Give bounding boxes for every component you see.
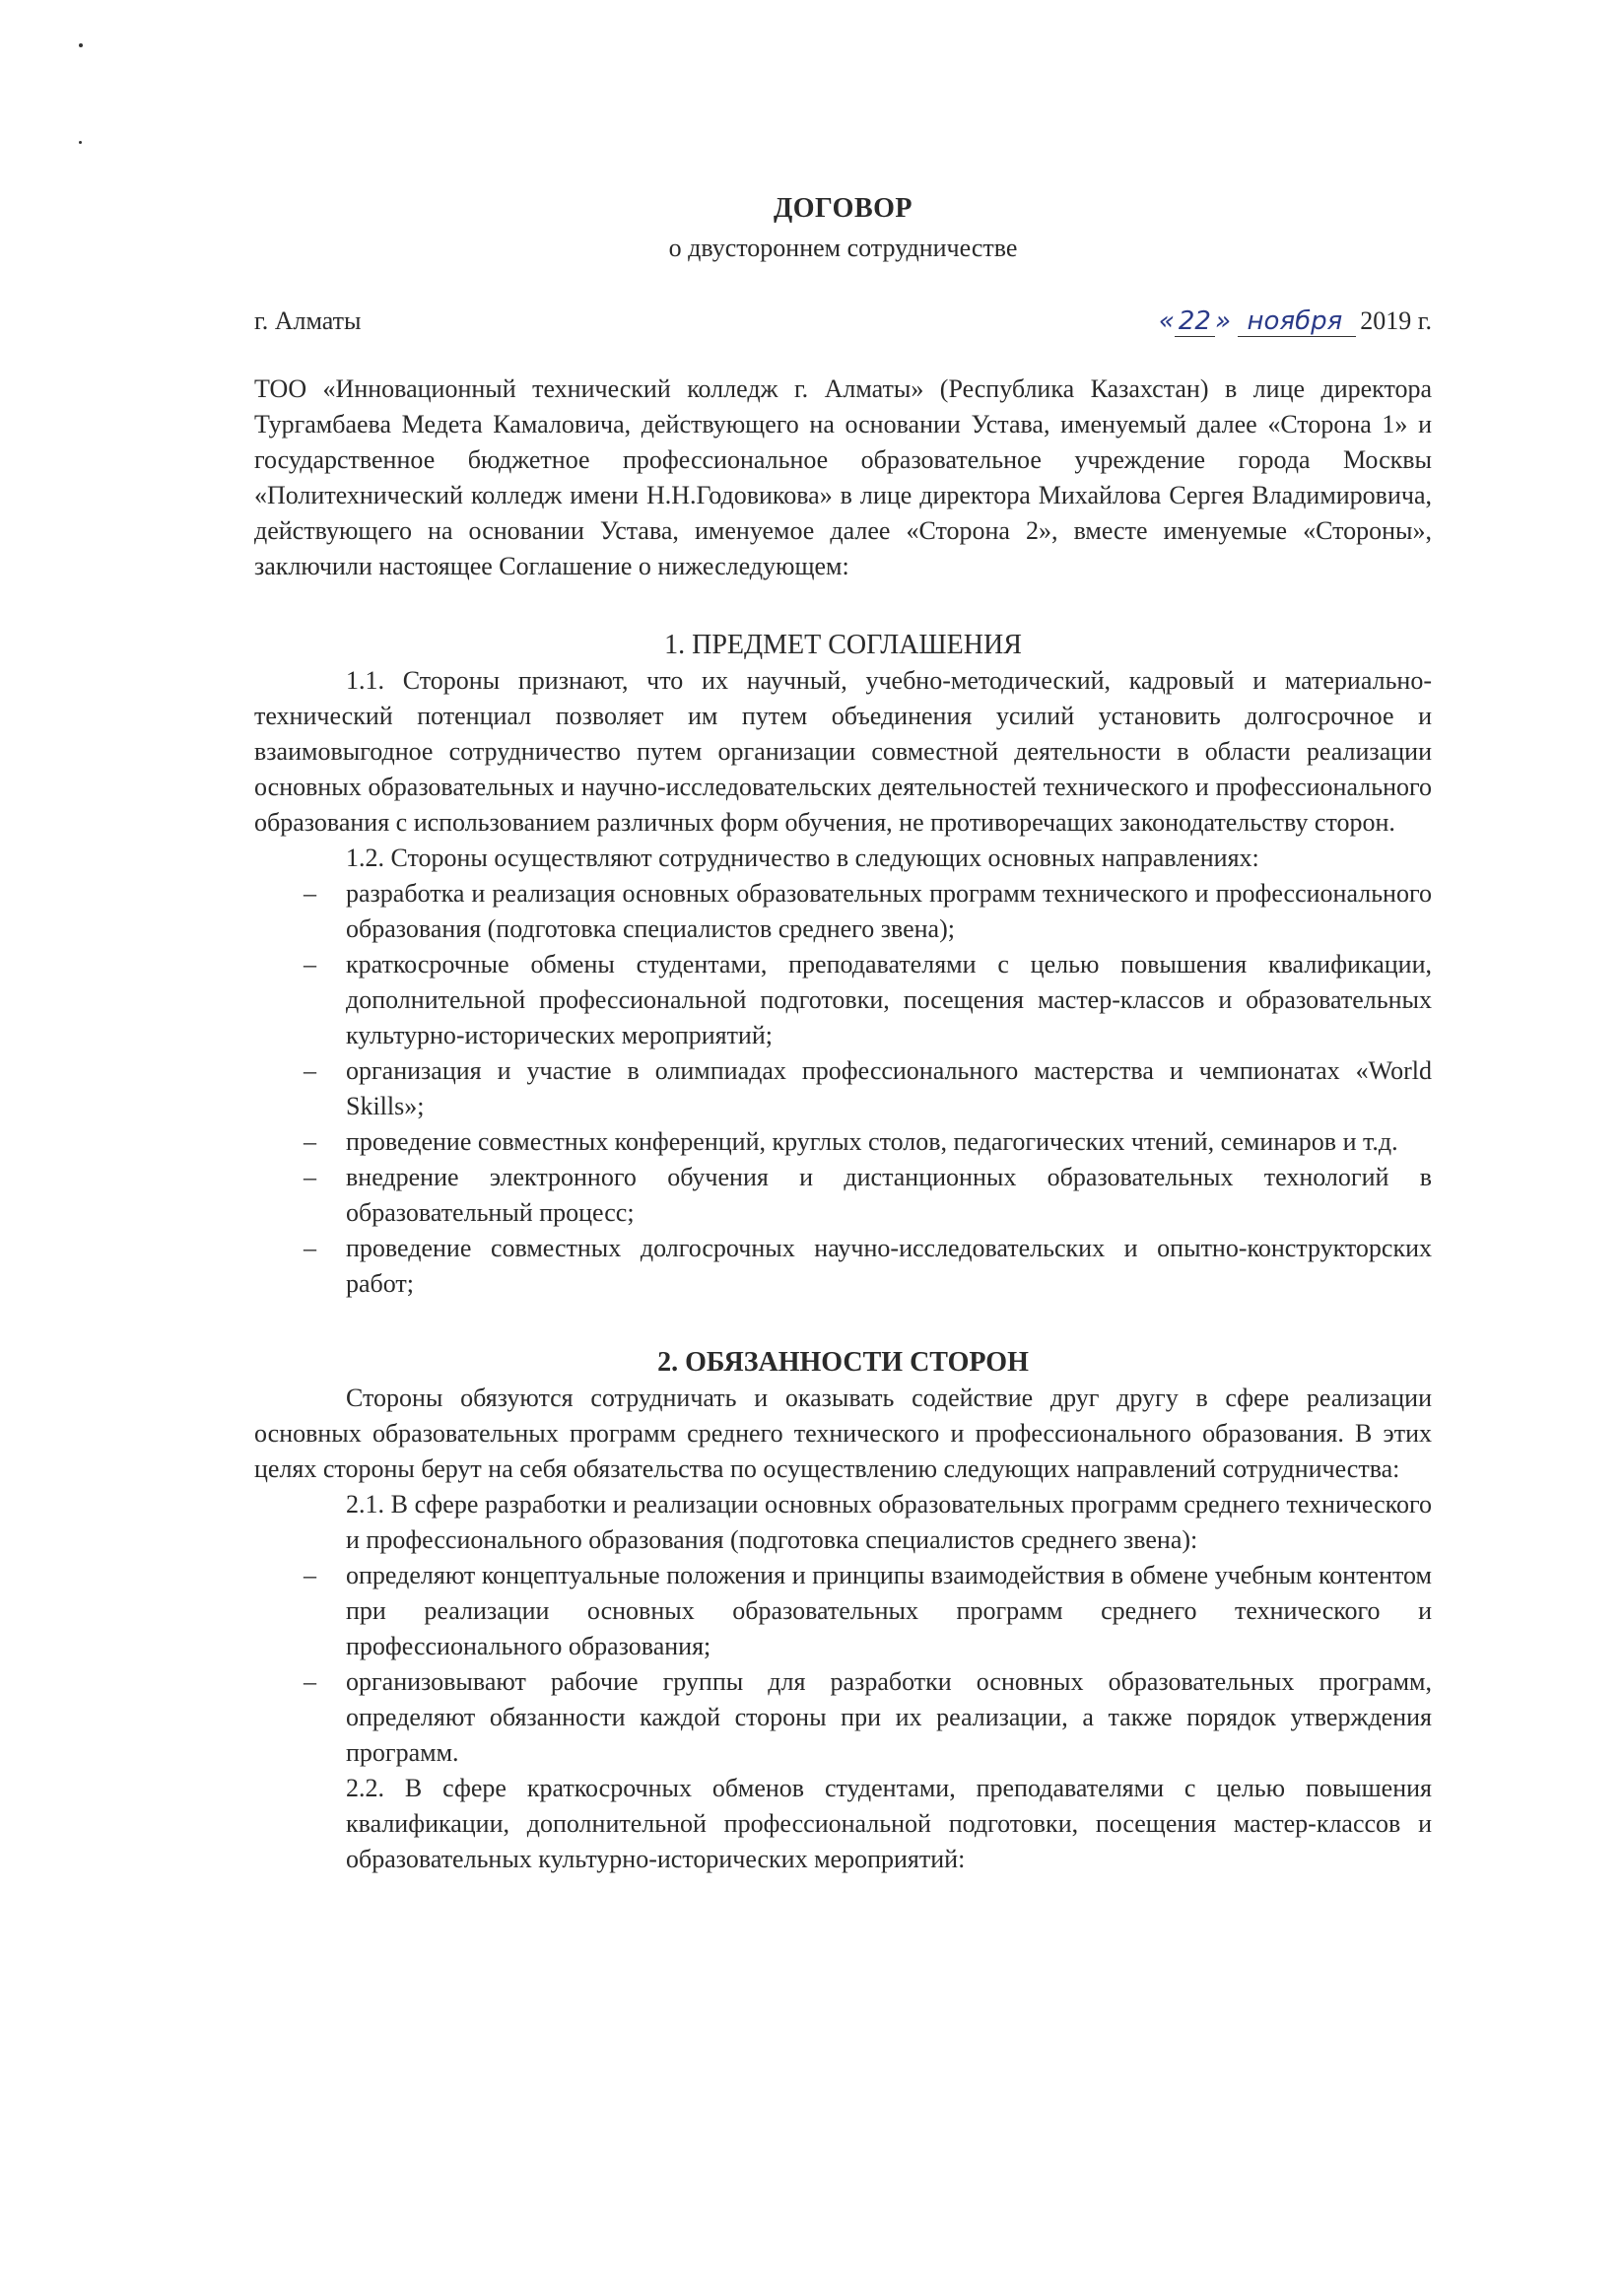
clause-1-1: 1.1. Стороны признают, что их научный, учебно-методический, кадровый и материально-технический потенциал позволяет им путем объединения усилий установить долгосрочное и взаимовыгодное сотрудничество путем организации совместной деятельности в области реализации основных образовательных и научно-исследовательских деятельностей технического и профессионального образования с использованием различных форм обучения, не противоречащих законодательству сторон. — [254, 666, 1432, 837]
document-page — [254, 192, 1432, 1877]
document-title: ДОГОВОР — [774, 193, 913, 224]
city: г. Алматы — [254, 306, 362, 335]
preamble: ТОО «Инновационный технический колледж г. Алматы» (Республика Казахстан) в лице директора Тургамбаева Медета Камаловича, действующего на основании Устава, именуемый далее «Сторона 1» и государственное бюджетное профессиональное образовательное учреждение города Москвы «Политехнический колледж имени Н.Н.Годовикова» в лице директора Михайлова Сергея Владимировича, действующего на основании Устава, именуемое далее «Сторона 2», вместе именуемые «Стороны», заключили настоящее Соглашение о нижеследующем: — [254, 374, 1432, 580]
date-quote-open: « — [1158, 306, 1175, 336]
section-2-intro: Стороны обязуются сотрудничать и оказывать содействие друг другу в сфере реализации основных образовательных программ среднего технического и профессионального образования. В этих целях стороны берут на себя обязательства по осуществлению следующих направлений сотрудничества: — [254, 1384, 1432, 1483]
list-item: – организация и участие в олимпиадах профессионального мастерства и чемпионатах «World Skills»; — [254, 1053, 1432, 1124]
section-2-list — [254, 1558, 1432, 1771]
document-subtitle: о двустороннем сотрудничестве — [668, 234, 1018, 262]
list-item: – внедрение электронного обучения и дистанционных образовательных технологий в образовательный процесс; — [254, 1160, 1432, 1231]
list-item: – краткосрочные обмены студентами, преподавателями с целью повышения квалификации, дополнительной профессиональной подготовки, посещения мастер-классов и образовательных культурно-исторических мероприятий; — [254, 947, 1432, 1053]
list-item: – организовывают рабочие группы для разработки основных образовательных программ, определяют обязанности каждой стороны при их реализации, а также порядок утверждения программ. — [254, 1664, 1432, 1771]
place-date-line — [254, 306, 1432, 346]
section-1-list — [254, 876, 1432, 1302]
clause-1-2: 1.2. Стороны осуществляют сотрудничество в следующих основных направлениях: — [346, 844, 1259, 872]
date-quote-close: » — [1214, 306, 1232, 336]
list-item: – разработка и реализация основных образовательных программ технического и профессионального образования (подготовка специалистов среднего звена); — [254, 876, 1432, 947]
section-1-heading: 1. ПРЕДМЕТ СОГЛАШЕНИЯ — [664, 630, 1022, 660]
clause-2-2: 2.2. В сфере краткосрочных обменов студентами, преподавателями с целью повышения квалификации, дополнительной профессиональной подготовки, посещения мастер-классов и образовательных культурно-исторических мероприятий: — [346, 1774, 1432, 1873]
scan-speck — [79, 43, 83, 47]
date-year: 2019 г. — [1360, 306, 1432, 335]
list-item: – определяют концептуальные положения и принципы взаимодействия в обмене учебным контентом при реализации основных образовательных программ среднего технического и профессионального образования; — [254, 1558, 1432, 1664]
section-2-heading: 2. ОБЯЗАННОСТИ СТОРОН — [657, 1347, 1029, 1378]
date-month: ноября — [1238, 306, 1357, 337]
date-day: 22 — [1175, 306, 1215, 337]
contract-date — [1159, 306, 1432, 337]
list-item: – проведение совместных долгосрочных научно-исследовательских и опытно-конструкторских работ; — [254, 1231, 1432, 1302]
clause-2-1: 2.1. В сфере разработки и реализации основных образовательных программ среднего технического и профессионального образования (подготовка специалистов среднего звена): — [346, 1490, 1432, 1554]
list-item: – проведение совместных конференций, круглых столов, педагогических чтений, семинаров и т.д. — [254, 1124, 1432, 1160]
scan-speck — [79, 141, 82, 144]
